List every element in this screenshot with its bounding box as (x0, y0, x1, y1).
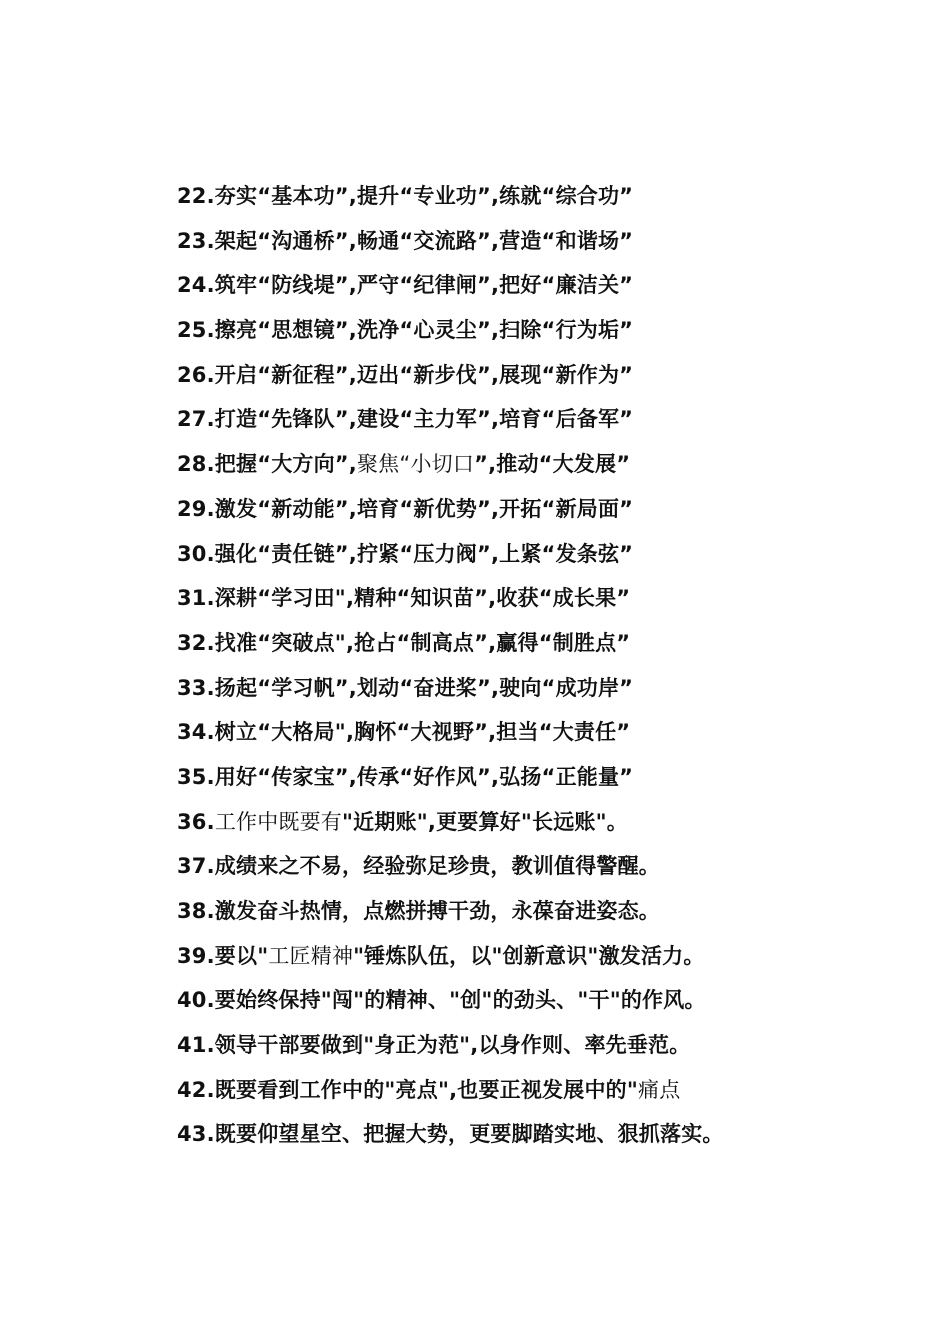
line-text: 34.树立“大格局",胸怀“大视野”,担当“大责任” (177, 720, 631, 745)
phrase-line-39 (177, 934, 917, 979)
line-text-regular: 工匠精神 (268, 943, 354, 968)
phrase-line-28 (177, 442, 917, 487)
line-text: 23.架起“沟通桥”,畅通“交流路”,营造“和谐场” (177, 228, 634, 253)
phrase-line-37 (177, 844, 917, 889)
phrase-line-26 (177, 353, 917, 398)
phrase-line-34 (177, 710, 917, 755)
line-text-bold: 42.既要看到工作中的"亮点",也要正视发展中的" (177, 1077, 638, 1102)
phrase-line-40 (177, 978, 917, 1023)
line-text-regular: 聚焦“小切口 (356, 452, 475, 477)
line-text-bold: 36. (177, 809, 215, 834)
line-text: 26.开启“新征程”,迈出“新步伐”,展现“新作为” (177, 362, 634, 387)
phrase-line-38 (177, 889, 917, 934)
phrase-line-25 (177, 308, 917, 353)
phrase-line-27 (177, 397, 917, 442)
line-text-bold: "近期账",更要算好"长远账"。 (342, 809, 628, 834)
line-text: 33.扬起“学习帆”,划动“奋进桨”,驶向“成功岸” (177, 675, 634, 700)
phrase-line-22 (177, 174, 917, 219)
line-text: 30.强化“责任链”,拧紧“压力阀”,上紧“发条弦” (177, 541, 634, 566)
line-text: 24.筑牢“防线堤”,严守“纪律闸”,把好“廉洁关” (177, 273, 634, 298)
phrase-line-42 (177, 1068, 917, 1113)
line-text: 29.激发“新动能”,培育“新优势”,开拓“新局面” (177, 496, 634, 521)
phrase-line-36 (177, 800, 917, 845)
phrase-list (177, 174, 917, 1157)
line-text: 40.要始终保持"闯"的精神、"创"的劲头、"干"的作风。 (177, 988, 706, 1013)
phrase-line-33 (177, 666, 917, 711)
line-text-bold: 28.把握“大方向”, (177, 452, 357, 477)
line-text: 38.激发奋斗热情，点燃拼搏干劲，永葆奋进姿态。 (177, 899, 660, 923)
line-text-bold: "锤炼队伍，以"创新意识"激发活力。 (353, 943, 705, 968)
line-text: 43.既要仰望星空、把握大势，更要脚踏实地、狠抓落实。 (177, 1122, 724, 1147)
phrase-line-30 (177, 532, 917, 577)
line-text: 41.领导干部要做到"身正为范",以身作则、率先垂范。 (177, 1033, 691, 1058)
line-text-regular: 痛点 (638, 1077, 681, 1102)
line-text: 35.用好“传家宝”,传承“好作风”,弘扬“正能量” (177, 764, 634, 789)
line-text: 22.夯实“基本功”,提升“专业功”,练就“综合功” (177, 184, 634, 208)
line-text: 31.深耕“学习田",精种“知识苗”,收获“成长果” (177, 586, 631, 611)
line-text: 27.打造“先锋队”,建设“主力军”,培育“后备军” (177, 407, 634, 432)
phrase-line-29 (177, 487, 917, 532)
phrase-line-24 (177, 263, 917, 308)
phrase-line-41 (177, 1023, 917, 1068)
phrase-line-31 (177, 576, 917, 621)
phrase-line-23 (177, 219, 917, 264)
phrase-line-35 (177, 755, 917, 800)
line-text-regular: 工作中既要有 (214, 809, 343, 834)
line-text-bold: ”,推动“大发展” (474, 452, 631, 477)
phrase-line-43 (177, 1112, 917, 1157)
line-text: 37.成绩来之不易，经验弥足珍贵，教训值得警醒。 (177, 854, 660, 879)
line-text: 32.找准“突破点",抢占“制高点”,赢得“制胜点” (177, 630, 631, 655)
line-text: 25.擦亮“思想镜”,洗净“心灵尘”,扫除“行为垢” (177, 318, 634, 343)
line-text-bold: 39.要以" (177, 943, 269, 968)
phrase-line-32 (177, 621, 917, 666)
